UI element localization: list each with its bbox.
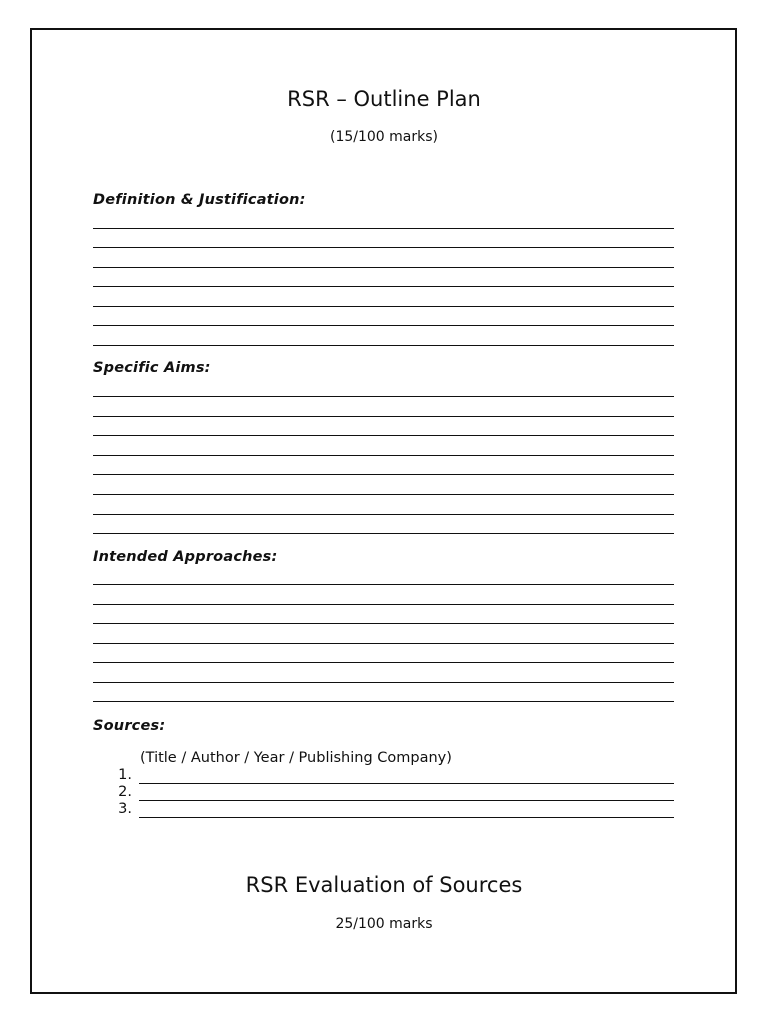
aims-line[interactable] xyxy=(93,494,674,495)
aims-line[interactable] xyxy=(93,435,674,436)
definition-line[interactable] xyxy=(93,306,674,307)
approaches-line[interactable] xyxy=(93,604,674,605)
aims-line[interactable] xyxy=(93,533,674,534)
definition-line[interactable] xyxy=(93,267,674,268)
approaches-line[interactable] xyxy=(93,584,674,585)
source-line[interactable] xyxy=(139,783,674,784)
source-line[interactable] xyxy=(139,817,674,818)
approaches-line[interactable] xyxy=(93,643,674,644)
definition-line[interactable] xyxy=(93,325,674,326)
source-line[interactable] xyxy=(139,800,674,801)
approaches-line[interactable] xyxy=(93,662,674,663)
definition-line[interactable] xyxy=(93,286,674,287)
approaches-label: Intended Approaches: xyxy=(93,549,278,565)
approaches-line[interactable] xyxy=(93,701,674,702)
source-number: 1. xyxy=(118,767,132,783)
sources-format-note: (Title / Author / Year / Publishing Company) xyxy=(140,750,452,766)
source-number: 3. xyxy=(118,801,132,817)
evaluation-marks: 25/100 marks xyxy=(335,916,433,932)
aims-line[interactable] xyxy=(93,514,674,515)
outline-title: RSR – Outline Plan xyxy=(287,87,481,111)
sources-label: Sources: xyxy=(93,718,166,734)
definition-label: Definition & Justification: xyxy=(93,192,306,208)
aims-line[interactable] xyxy=(93,416,674,417)
approaches-line[interactable] xyxy=(93,682,674,683)
aims-line[interactable] xyxy=(93,396,674,397)
approaches-line[interactable] xyxy=(93,623,674,624)
source-number: 2. xyxy=(118,784,132,800)
definition-line[interactable] xyxy=(93,247,674,248)
page-border xyxy=(30,28,737,994)
aims-line[interactable] xyxy=(93,474,674,475)
definition-line[interactable] xyxy=(93,228,674,229)
outline-marks: (15/100 marks) xyxy=(329,129,438,145)
aims-line[interactable] xyxy=(93,455,674,456)
aims-label: Specific Aims: xyxy=(93,360,211,376)
definition-line[interactable] xyxy=(93,345,674,346)
evaluation-title: RSR Evaluation of Sources xyxy=(245,873,523,897)
